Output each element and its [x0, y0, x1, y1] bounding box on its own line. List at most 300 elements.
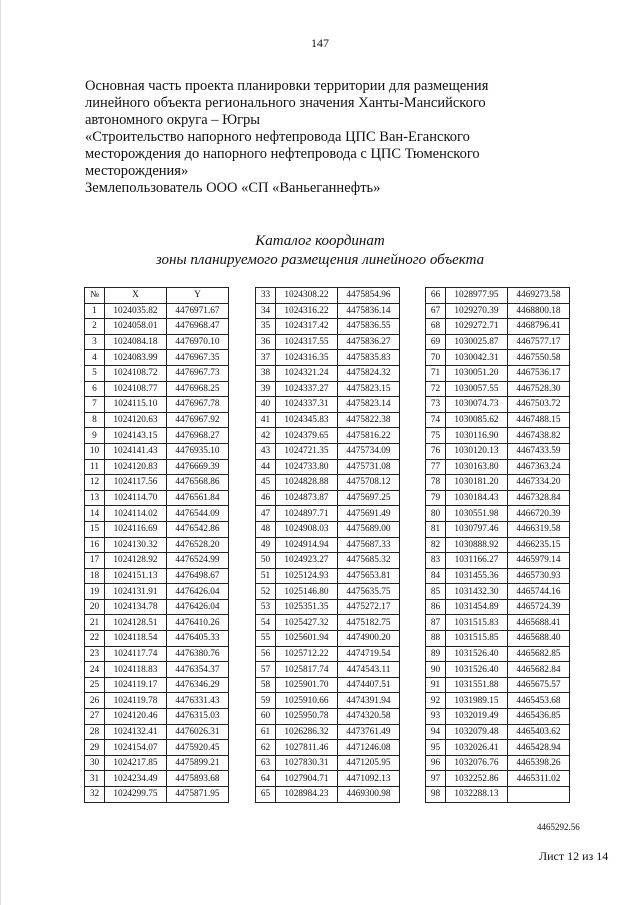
y-coordinate: 4476528.20	[167, 537, 229, 553]
header-line: месторождения до напорного нефтепровода с ЦПС Тюменского	[85, 146, 480, 162]
point-number: 74	[426, 412, 446, 428]
point-number: 92	[426, 693, 446, 709]
x-coordinate: 1024114.70	[105, 490, 167, 506]
table-row	[85, 303, 229, 319]
y-coordinate: 4467488.15	[508, 412, 570, 428]
y-coordinate: 4475635.75	[338, 584, 400, 600]
catalog-title	[0, 232, 640, 270]
header-y: Y	[167, 288, 229, 304]
table-row	[85, 568, 229, 584]
y-coordinate: 4474407.51	[338, 677, 400, 693]
y-coordinate: 4474900.20	[338, 631, 400, 647]
x-coordinate: 1024119.17	[105, 677, 167, 693]
table-row	[85, 740, 229, 756]
x-coordinate: 1024908.03	[276, 521, 338, 537]
point-number: 84	[426, 568, 446, 584]
y-coordinate: 4465428.94	[508, 740, 570, 756]
point-number: 17	[85, 553, 105, 569]
point-number: 9	[85, 428, 105, 444]
y-coordinate: 4475899.21	[167, 755, 229, 771]
point-number: 50	[256, 553, 276, 569]
header-line: линейного объекта регионального значения Ханты-Мансийского	[85, 95, 486, 111]
table-row	[85, 662, 229, 678]
x-coordinate: 1024141.43	[105, 443, 167, 459]
table-row	[256, 755, 400, 771]
x-coordinate: 1026286.32	[276, 724, 338, 740]
x-coordinate: 1024299.75	[105, 787, 167, 803]
y-coordinate: 4475871.95	[167, 787, 229, 803]
table-row	[426, 521, 570, 537]
table-row	[256, 740, 400, 756]
table-row	[85, 397, 229, 413]
x-coordinate: 1030551.98	[446, 506, 508, 522]
y-coordinate: 4475182.75	[338, 615, 400, 631]
x-coordinate: 1025427.32	[276, 615, 338, 631]
table-row	[426, 724, 570, 740]
table-row	[256, 724, 400, 740]
y-coordinate: 4465730.93	[508, 568, 570, 584]
x-coordinate: 1025124.93	[276, 568, 338, 584]
x-coordinate: 1024316.22	[276, 303, 338, 319]
point-number: 62	[256, 740, 276, 756]
table-row	[426, 553, 570, 569]
y-coordinate: 4465688.41	[508, 615, 570, 631]
table-row	[256, 428, 400, 444]
table-row	[426, 443, 570, 459]
x-coordinate: 1030116.90	[446, 428, 508, 444]
point-number: 31	[85, 771, 105, 787]
point-number: 16	[85, 537, 105, 553]
y-coordinate: 4475708.12	[338, 475, 400, 491]
table-row	[426, 740, 570, 756]
table-row	[85, 631, 229, 647]
y-coordinate: 4465675.57	[508, 677, 570, 693]
y-coordinate: 4476542.86	[167, 521, 229, 537]
y-coordinate: 4465979.14	[508, 553, 570, 569]
x-coordinate: 1024828.88	[276, 475, 338, 491]
x-coordinate: 1024115.10	[105, 397, 167, 413]
x-coordinate: 1024151.13	[105, 568, 167, 584]
table-row	[85, 506, 229, 522]
y-coordinate: 4475689.00	[338, 521, 400, 537]
point-number: 94	[426, 724, 446, 740]
x-coordinate: 1024733.80	[276, 459, 338, 475]
table-row	[85, 599, 229, 615]
table-row	[85, 537, 229, 553]
y-coordinate: 4476568.86	[167, 475, 229, 491]
point-number: 26	[85, 693, 105, 709]
table-row	[256, 365, 400, 381]
point-number: 53	[256, 599, 276, 615]
table-row	[426, 319, 570, 335]
y-coordinate: 4467536.17	[508, 365, 570, 381]
table-row	[426, 646, 570, 662]
point-number: 60	[256, 709, 276, 725]
table-row	[85, 677, 229, 693]
point-number: 32	[85, 787, 105, 803]
point-number: 97	[426, 771, 446, 787]
y-coordinate: 4476967.73	[167, 365, 229, 381]
y-coordinate: 4476669.39	[167, 459, 229, 475]
table-row	[426, 771, 570, 787]
table-row	[85, 428, 229, 444]
point-number: 98	[426, 787, 446, 803]
table-row	[426, 428, 570, 444]
table-row	[426, 350, 570, 366]
y-coordinate: 4476405.33	[167, 631, 229, 647]
y-coordinate: 4468796.41	[508, 319, 570, 335]
y-coordinate: 4475816.22	[338, 428, 400, 444]
x-coordinate: 1024914.94	[276, 537, 338, 553]
x-coordinate: 1032026.41	[446, 740, 508, 756]
x-coordinate: 1029270.39	[446, 303, 508, 319]
table-row	[256, 646, 400, 662]
y-coordinate: 4475836.55	[338, 319, 400, 335]
point-number: 44	[256, 459, 276, 475]
table-row	[426, 365, 570, 381]
table-row	[426, 755, 570, 771]
point-number: 65	[256, 787, 276, 803]
y-coordinate: 4476935.10	[167, 443, 229, 459]
point-number: 41	[256, 412, 276, 428]
point-number: 58	[256, 677, 276, 693]
point-number: 34	[256, 303, 276, 319]
point-number: 25	[85, 677, 105, 693]
x-coordinate: 1024128.51	[105, 615, 167, 631]
x-coordinate: 1024083.99	[105, 350, 167, 366]
table-row	[256, 319, 400, 335]
x-coordinate: 1024120.83	[105, 459, 167, 475]
table-row	[256, 475, 400, 491]
x-coordinate: 1024321.24	[276, 365, 338, 381]
x-coordinate: 1024317.55	[276, 334, 338, 350]
table-row	[426, 568, 570, 584]
y-coordinate: 4475822.38	[338, 412, 400, 428]
point-number: 54	[256, 615, 276, 631]
y-coordinate: 4467577.17	[508, 334, 570, 350]
point-number: 83	[426, 553, 446, 569]
x-coordinate: 1024154.07	[105, 740, 167, 756]
table-row	[426, 288, 570, 304]
x-coordinate: 1030085.62	[446, 412, 508, 428]
y-coordinate: 4465292.56	[537, 822, 580, 832]
y-coordinate: 4467334.20	[508, 475, 570, 491]
y-coordinate: 4476967.92	[167, 412, 229, 428]
table-row	[85, 724, 229, 740]
point-number: 36	[256, 334, 276, 350]
table-row	[85, 771, 229, 787]
x-coordinate: 1025950.78	[276, 709, 338, 725]
table-row	[85, 615, 229, 631]
y-coordinate: 4476315.03	[167, 709, 229, 725]
table-row	[85, 584, 229, 600]
y-coordinate: 4474320.58	[338, 709, 400, 725]
table-row	[256, 615, 400, 631]
y-coordinate: 4467550.58	[508, 350, 570, 366]
point-number: 35	[256, 319, 276, 335]
point-number: 13	[85, 490, 105, 506]
y-coordinate: 4471205.95	[338, 755, 400, 771]
point-number: 91	[426, 677, 446, 693]
table-row	[85, 319, 229, 335]
x-coordinate: 1024035.82	[105, 303, 167, 319]
point-number: 96	[426, 755, 446, 771]
x-coordinate: 1025712.22	[276, 646, 338, 662]
x-coordinate: 1025351.35	[276, 599, 338, 615]
point-number: 80	[426, 506, 446, 522]
y-coordinate: 4476967.78	[167, 397, 229, 413]
table-row	[85, 553, 229, 569]
point-number: 6	[85, 381, 105, 397]
point-number: 2	[85, 319, 105, 335]
header-line: Основная часть проекта планировки территории для размещения	[85, 78, 489, 94]
table-row	[85, 787, 229, 803]
point-number: 51	[256, 568, 276, 584]
x-coordinate: 1025817.74	[276, 662, 338, 678]
point-number: 3	[85, 334, 105, 350]
point-number: 66	[426, 288, 446, 304]
y-coordinate: 4476498.67	[167, 568, 229, 584]
point-number: 93	[426, 709, 446, 725]
table-row	[426, 677, 570, 693]
x-coordinate: 1030120.13	[446, 443, 508, 459]
point-number: 33	[256, 288, 276, 304]
point-number: 89	[426, 646, 446, 662]
header-line: Землепользователь ООО «СП «Ваньеганнефть»	[85, 180, 381, 196]
x-coordinate: 1030057.55	[446, 381, 508, 397]
table-row	[426, 631, 570, 647]
x-coordinate: 1024117.56	[105, 475, 167, 491]
x-coordinate: 1024119.78	[105, 693, 167, 709]
y-coordinate: 4468800.18	[508, 303, 570, 319]
y-coordinate: 4475687.33	[338, 537, 400, 553]
point-number: 11	[85, 459, 105, 475]
y-coordinate: 4476331.43	[167, 693, 229, 709]
y-coordinate: 4475823.14	[338, 397, 400, 413]
x-coordinate: 1024131.91	[105, 584, 167, 600]
y-coordinate: 4465398.26	[508, 755, 570, 771]
table-row	[256, 506, 400, 522]
y-coordinate: 4475824.32	[338, 365, 400, 381]
table-row	[426, 475, 570, 491]
table-row	[85, 490, 229, 506]
table-row	[256, 771, 400, 787]
x-coordinate: 1028977.95	[446, 288, 508, 304]
point-number: 71	[426, 365, 446, 381]
point-number: 21	[85, 615, 105, 631]
x-coordinate: 1031166.27	[446, 553, 508, 569]
x-coordinate: 1024923.27	[276, 553, 338, 569]
table-row	[85, 334, 229, 350]
x-coordinate: 1024897.71	[276, 506, 338, 522]
table-row	[85, 646, 229, 662]
y-coordinate: 4476426.04	[167, 599, 229, 615]
x-coordinate: 1030888.92	[446, 537, 508, 553]
table-row	[426, 693, 570, 709]
y-coordinate: 4475836.14	[338, 303, 400, 319]
table-row	[256, 584, 400, 600]
x-coordinate: 1024130.32	[105, 537, 167, 553]
point-number: 73	[426, 397, 446, 413]
x-coordinate: 1024084.18	[105, 334, 167, 350]
point-number: 86	[426, 599, 446, 615]
y-coordinate: 4475835.83	[338, 350, 400, 366]
x-coordinate: 1032076.76	[446, 755, 508, 771]
table-row	[85, 475, 229, 491]
point-number: 77	[426, 459, 446, 475]
y-coordinate: 4476544.09	[167, 506, 229, 522]
table-row	[256, 288, 400, 304]
x-coordinate: 1030074.73	[446, 397, 508, 413]
x-coordinate: 1031526.40	[446, 662, 508, 678]
point-number: 28	[85, 724, 105, 740]
table-row	[426, 584, 570, 600]
y-coordinate: 4465682.85	[508, 646, 570, 662]
point-number: 45	[256, 475, 276, 491]
point-number: 75	[426, 428, 446, 444]
scan-edge	[0, 0, 1, 905]
point-number: 15	[85, 521, 105, 537]
point-number: 67	[426, 303, 446, 319]
y-coordinate: 4465311.02	[508, 771, 570, 787]
x-coordinate: 1024337.31	[276, 397, 338, 413]
y-coordinate: 4474391.94	[338, 693, 400, 709]
y-coordinate: 4476968.25	[167, 381, 229, 397]
x-coordinate: 1024132.41	[105, 724, 167, 740]
x-coordinate: 1024117.74	[105, 646, 167, 662]
header-line: месторождения»	[85, 163, 189, 179]
point-number: 19	[85, 584, 105, 600]
point-number: 88	[426, 631, 446, 647]
point-number: 61	[256, 724, 276, 740]
point-number: 70	[426, 350, 446, 366]
x-coordinate: 1024134.78	[105, 599, 167, 615]
x-coordinate: 1031454.89	[446, 599, 508, 615]
point-number: 72	[426, 381, 446, 397]
table-row	[256, 350, 400, 366]
point-number: 12	[85, 475, 105, 491]
table-row	[85, 412, 229, 428]
x-coordinate: 1030181.20	[446, 475, 508, 491]
coordinates-table-2	[255, 287, 400, 803]
table-row	[426, 787, 570, 803]
point-number: 37	[256, 350, 276, 366]
y-coordinate: 4476968.27	[167, 428, 229, 444]
y-coordinate: 4475731.08	[338, 459, 400, 475]
y-coordinate: 4473761.49	[338, 724, 400, 740]
x-coordinate: 1025910.66	[276, 693, 338, 709]
point-number: 68	[426, 319, 446, 335]
table-row	[85, 381, 229, 397]
x-coordinate: 1024345.83	[276, 412, 338, 428]
x-coordinate: 1024128.92	[105, 553, 167, 569]
y-coordinate: 4469273.58	[508, 288, 570, 304]
table-row	[426, 506, 570, 522]
header-number: №	[85, 288, 105, 304]
table-row	[85, 521, 229, 537]
y-coordinate: 4466720.39	[508, 506, 570, 522]
x-coordinate: 1024058.01	[105, 319, 167, 335]
point-number: 56	[256, 646, 276, 662]
x-coordinate: 1024721.35	[276, 443, 338, 459]
x-coordinate: 1028984.23	[276, 787, 338, 803]
x-coordinate: 1025901.70	[276, 677, 338, 693]
x-coordinate: 1030042.31	[446, 350, 508, 366]
y-coordinate: 4475920.45	[167, 740, 229, 756]
table-row	[256, 521, 400, 537]
x-coordinate: 1027830.31	[276, 755, 338, 771]
point-number: 69	[426, 334, 446, 350]
y-coordinate: 4465724.39	[508, 599, 570, 615]
y-coordinate: 4474543.11	[338, 662, 400, 678]
x-coordinate: 1027811.46	[276, 740, 338, 756]
x-coordinate: 1031989.15	[446, 693, 508, 709]
x-coordinate: 1024337.27	[276, 381, 338, 397]
table-row	[426, 397, 570, 413]
x-coordinate: 1031515.83	[446, 615, 508, 631]
point-number: 5	[85, 365, 105, 381]
x-coordinate: 1030797.46	[446, 521, 508, 537]
point-number: 81	[426, 521, 446, 537]
page-number: 147	[311, 36, 329, 50]
table-row	[256, 693, 400, 709]
x-coordinate: 1031526.40	[446, 646, 508, 662]
point-number: 52	[256, 584, 276, 600]
x-coordinate: 1032252.86	[446, 771, 508, 787]
point-number: 95	[426, 740, 446, 756]
y-coordinate: 4475653.81	[338, 568, 400, 584]
point-number: 49	[256, 537, 276, 553]
x-coordinate: 1024114.02	[105, 506, 167, 522]
y-coordinate: 4465436.85	[508, 709, 570, 725]
y-coordinate: 4475893.68	[167, 771, 229, 787]
y-coordinate: 4475697.25	[338, 490, 400, 506]
point-number: 57	[256, 662, 276, 678]
table-row	[256, 334, 400, 350]
x-coordinate: 1030025.87	[446, 334, 508, 350]
table-row	[426, 412, 570, 428]
point-number: 46	[256, 490, 276, 506]
point-number: 85	[426, 584, 446, 600]
x-coordinate: 1024116.69	[105, 521, 167, 537]
point-number: 8	[85, 412, 105, 428]
table-row	[85, 693, 229, 709]
y-coordinate: 4476970.10	[167, 334, 229, 350]
table-row	[426, 303, 570, 319]
coordinates-table-1	[84, 287, 229, 803]
point-number: 90	[426, 662, 446, 678]
point-number: 63	[256, 755, 276, 771]
table-row	[256, 631, 400, 647]
x-coordinate: 1024108.77	[105, 381, 167, 397]
x-coordinate: 1024118.83	[105, 662, 167, 678]
table-row	[85, 350, 229, 366]
y-coordinate: 4467438.82	[508, 428, 570, 444]
y-coordinate: 4465682.84	[508, 662, 570, 678]
header-x: X	[105, 288, 167, 304]
point-number: 39	[256, 381, 276, 397]
table-row	[256, 412, 400, 428]
x-coordinate: 1032079.48	[446, 724, 508, 740]
point-number: 22	[85, 631, 105, 647]
table-row	[256, 537, 400, 553]
x-coordinate: 1024108.72	[105, 365, 167, 381]
x-coordinate: 1024120.46	[105, 709, 167, 725]
y-coordinate: 4476380.76	[167, 646, 229, 662]
table-row	[256, 568, 400, 584]
y-coordinate: 4467363.24	[508, 459, 570, 475]
table-row	[426, 599, 570, 615]
